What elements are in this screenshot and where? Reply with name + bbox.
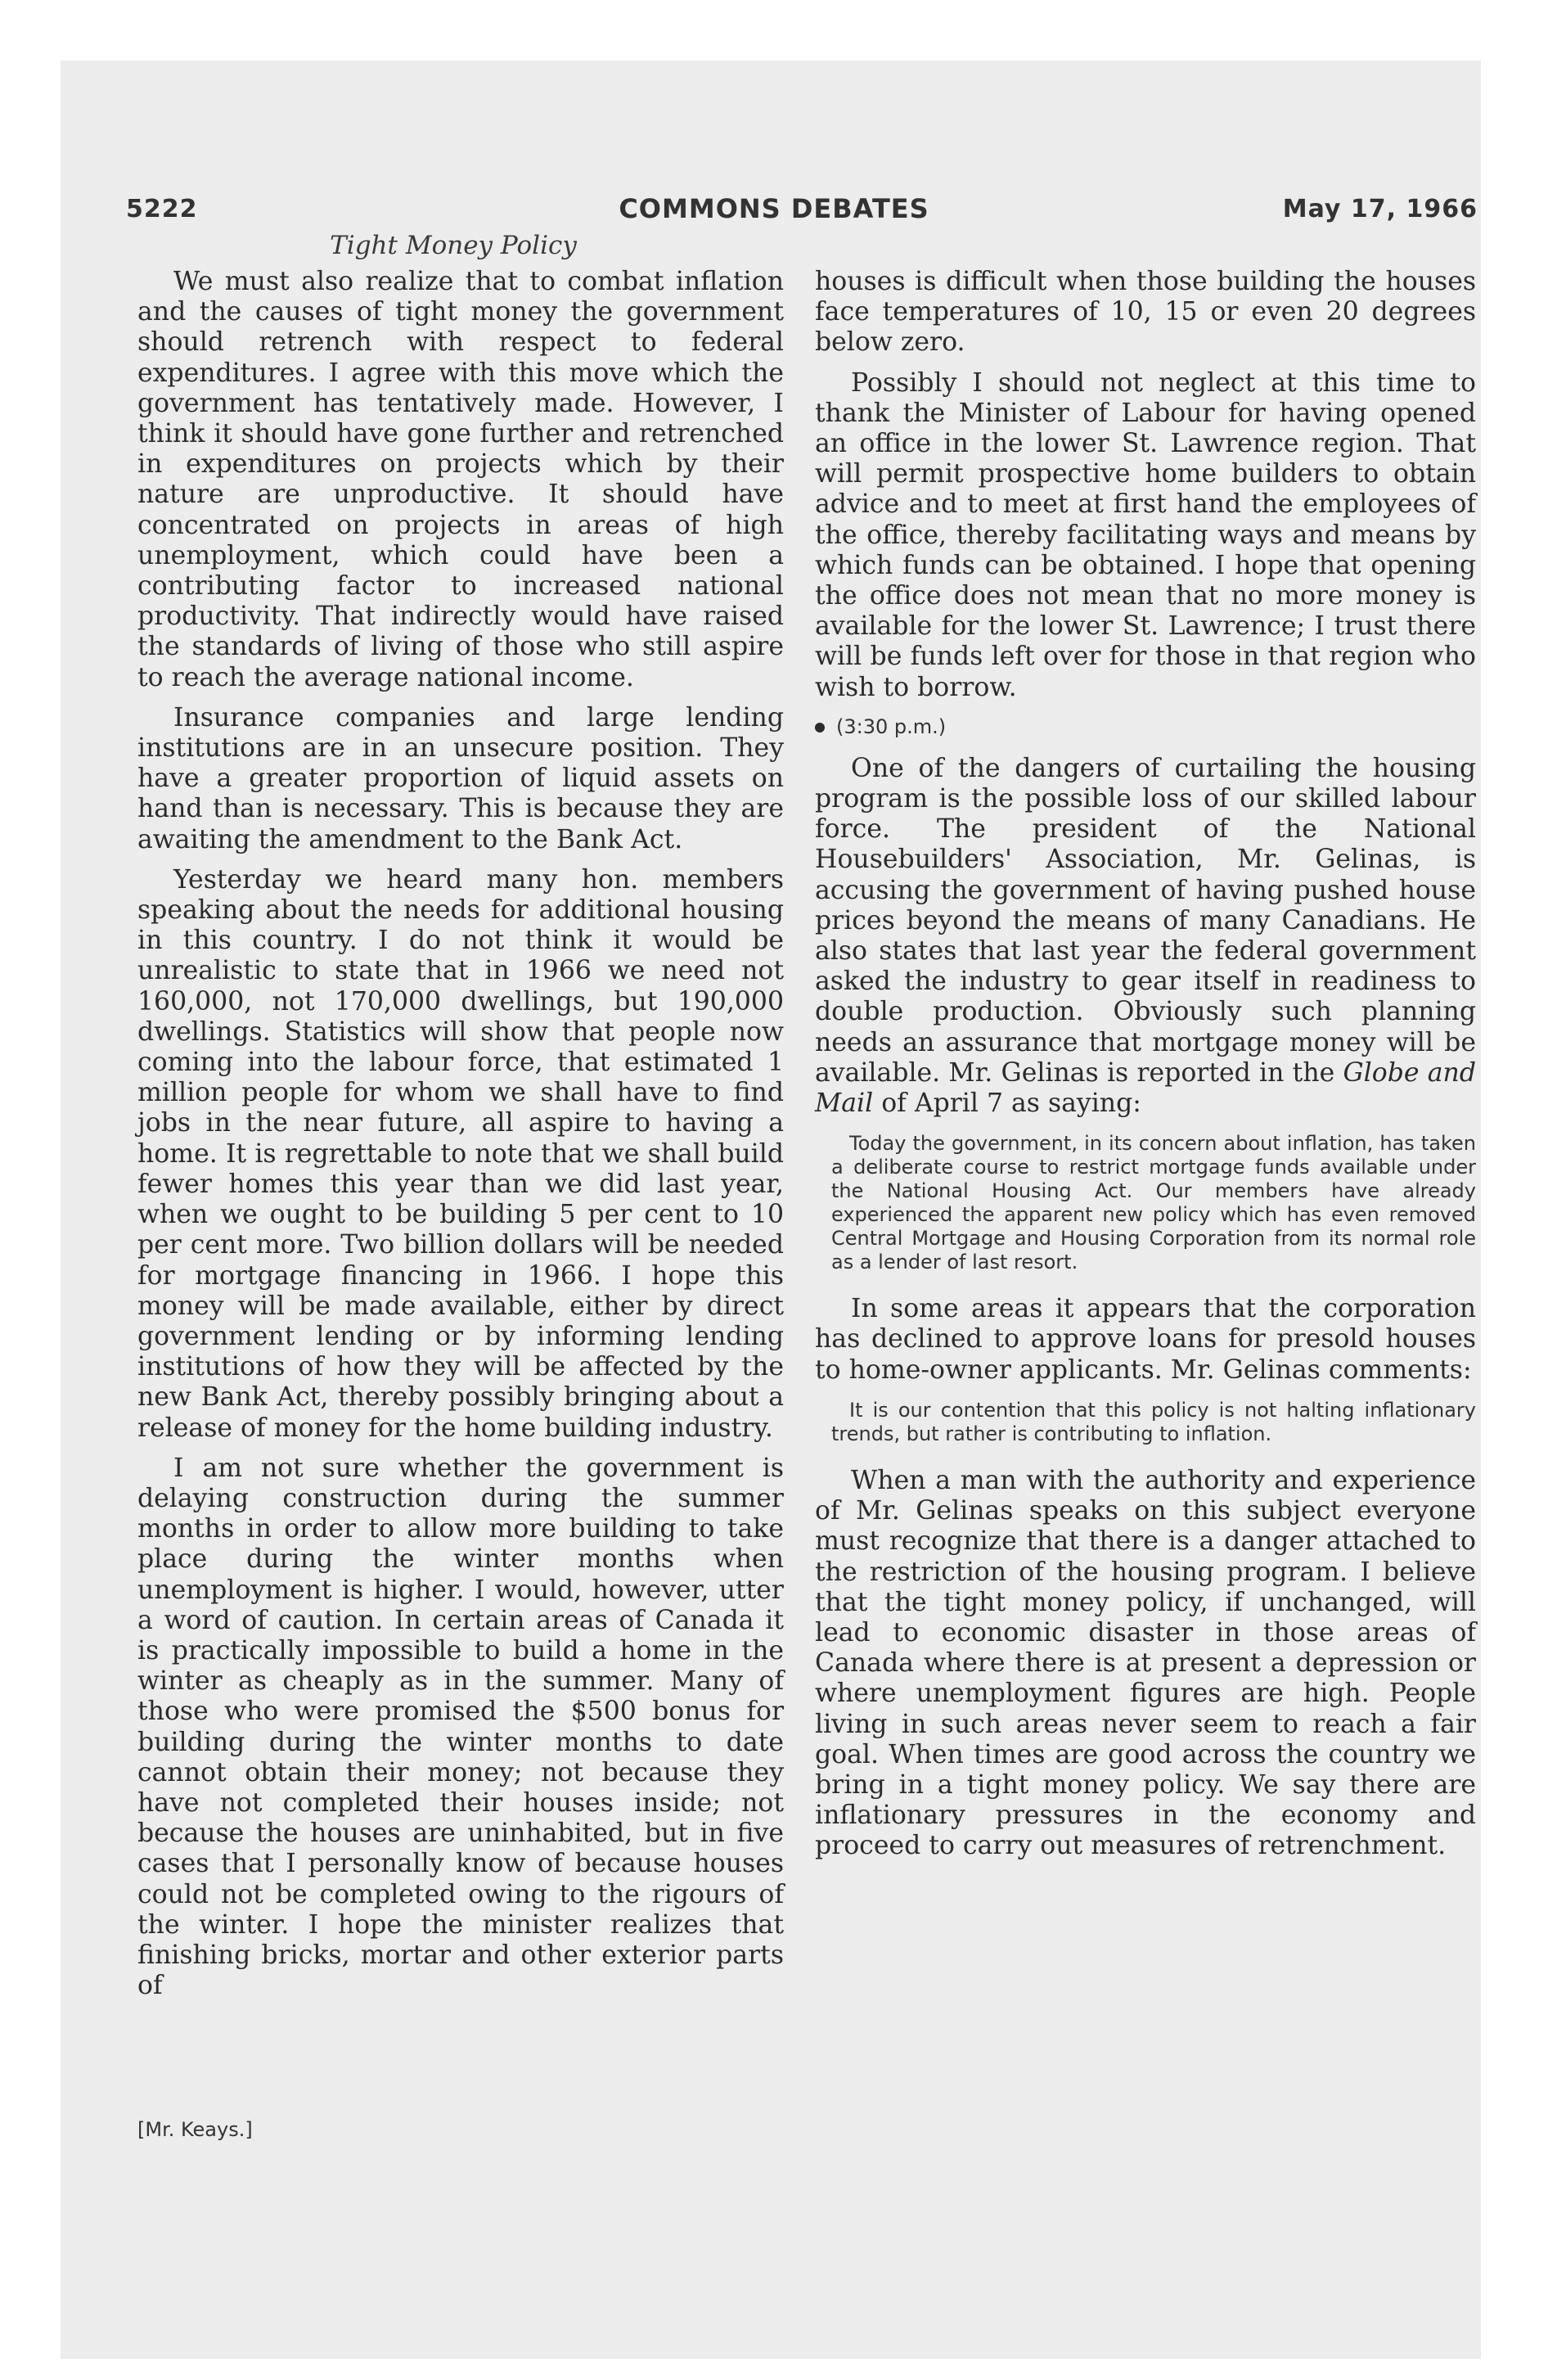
block-quote — [815, 1399, 1476, 1446]
block-quote — [815, 1132, 1476, 1274]
paragraph-text: I am not sure whether the government is delaying construction during the summer months in order to allow more building to take place during the winter months when unemployment is higher. I would, however, utter a word of caution. In certain areas of Canada it is practically impossible to build a home in the winter as cheaply as in the summer. Many of those who were promised the $500 bonus for building during the winter months to date cannot obtain their money; not because they have not completed their houses inside; not because the houses are uninhabited, but in five cases that I personally know of because houses could not be completed owing to the rigours of the winter. I hope the minister realizes that finishing bricks, mortar and other exterior parts of — [137, 1453, 784, 2001]
quote-text: It is our contention that this policy is not halting inflationary trends, but rather is contributing to inflation. — [831, 1398, 1476, 1445]
paragraph — [815, 1466, 1476, 1862]
paragraph — [137, 1454, 784, 2002]
subject-heading: Tight Money Policy — [330, 231, 577, 260]
paragraph-text: In some areas it appears that the corporation has declined to approve loans for presold houses to home-owner applicants. Mr. Gelinas comments: — [815, 1294, 1476, 1385]
right-column — [815, 267, 1476, 1872]
paragraph — [815, 267, 1476, 358]
running-title: COMMONS DEBATES — [619, 193, 929, 224]
paragraph — [137, 703, 784, 855]
paragraph-text: We must also realize that to combat inflation and the causes of tight money the government should retrench with respect to federal expenditures. I agree with this move which the government has tentatively made. However, I think it should have gone further and retrenched in expenditures on projects which by their nature are unproductive. It should have concentrated on projects in areas of high unemployment, which could have been a contributing factor to increased national productivity. That indirectly would have raised the standards of living of those who still aspire to reach the average national income. — [137, 267, 784, 692]
paragraph — [815, 1294, 1476, 1386]
timestamp-text: (3:30 p.m.) — [836, 714, 947, 738]
paragraph-text: One of the dangers of curtailing the housing program is the possible loss of our skilled labour force. The president of the National Housebuilders' Association, Mr. Gelinas, is accusing the government of having pushed house prices beyond the means of many Canadians. He also states that last year the federal government asked the industry to gear itself in readiness to double production. Obviously such planning needs an assurance that mortgage money will be available. Mr. Gelinas is reported in the — [815, 753, 1476, 1088]
paragraph — [815, 754, 1476, 1119]
paragraph-text: Yesterday we heard many hon. members speaking about the needs for additional housing in this country. I do not think it would be unrealistic to state that in 1966 we need not 160,000, not 170,000 dwellings, but 190,000 dwellings. Statistics will show that people now coming into the labour force, that estimated 1 million people for whom we shall have to find jobs in the near future, all aspire to having a home. It is regrettable to note that we shall build fewer homes this year than we did last year, when we ought to be building 5 per cent to 10 per cent more. Two billion dollars will be needed for mortgage financing in 1966. I hope this money will be made available, either by direct government lending or by informing lending institutions of how they will be affected by the new Bank Act, thereby possibly bringing about a release of money for the home building industry. — [137, 864, 784, 1443]
bullet-icon — [815, 723, 825, 732]
speaker-attribution: [Mr. Keays.] — [137, 2118, 253, 2141]
paragraph-text: Possibly I should not neglect at this time to thank the Minister of Labour for having opened an office in the lower St. Lawrence region. That will permit prospective home builders to obtain advice and to meet at first hand the employees of the office, thereby facilitating ways and means by which funds can be obtained. I hope that opening the office does not mean that no more money is available for the lower St. Lawrence; I trust there will be funds left over for those in that region who wish to borrow. — [815, 367, 1476, 702]
paragraph-text: houses is difficult when those building the houses face temperatures of 10, 15 or even 20 degrees below zero. — [815, 267, 1476, 358]
page-number: 5222 — [126, 195, 198, 223]
paragraph-text: When a man with the authority and experience of Mr. Gelinas speaks on this subject everyone must recognize that there is a danger attached to the restriction of the housing program. I believe that the tight money policy, if unchanged, will lead to economic disaster in those areas of Canada where there is at present a depression or where unemployment figures are high. People living in such areas never seem to reach a fair goal. When times are good across the country we bring in a tight money policy. We say there are inflationary pressures in the economy and proceed to carry out measures of retrenchment. — [815, 1465, 1476, 1861]
newspaper-name: Globe and Mail — [815, 1057, 1476, 1119]
paragraph — [137, 865, 784, 1444]
left-column — [137, 267, 784, 2011]
timestamp — [815, 714, 1476, 739]
paragraph — [137, 267, 784, 693]
page-date: May 17, 1966 — [1282, 195, 1478, 223]
paragraph-text: of April 7 as saying: — [873, 1089, 1141, 1119]
quote-text: Today the government, in its concern about inflation, has taken a deliberate course to restrict mortgage funds available under the National Housing Act. Our members have already experienced the apparent new policy which has even removed Central Mortgage and Housing Corporation from its normal role as a lender of last resort. — [831, 1132, 1476, 1274]
paragraph — [815, 368, 1476, 703]
paragraph-text: Insurance companies and large lending institutions are in an unsecure position. They have a greater proportion of liquid assets on hand than is necessary. This is because they are awaiting the amendment to the Bank Act. — [137, 702, 784, 854]
